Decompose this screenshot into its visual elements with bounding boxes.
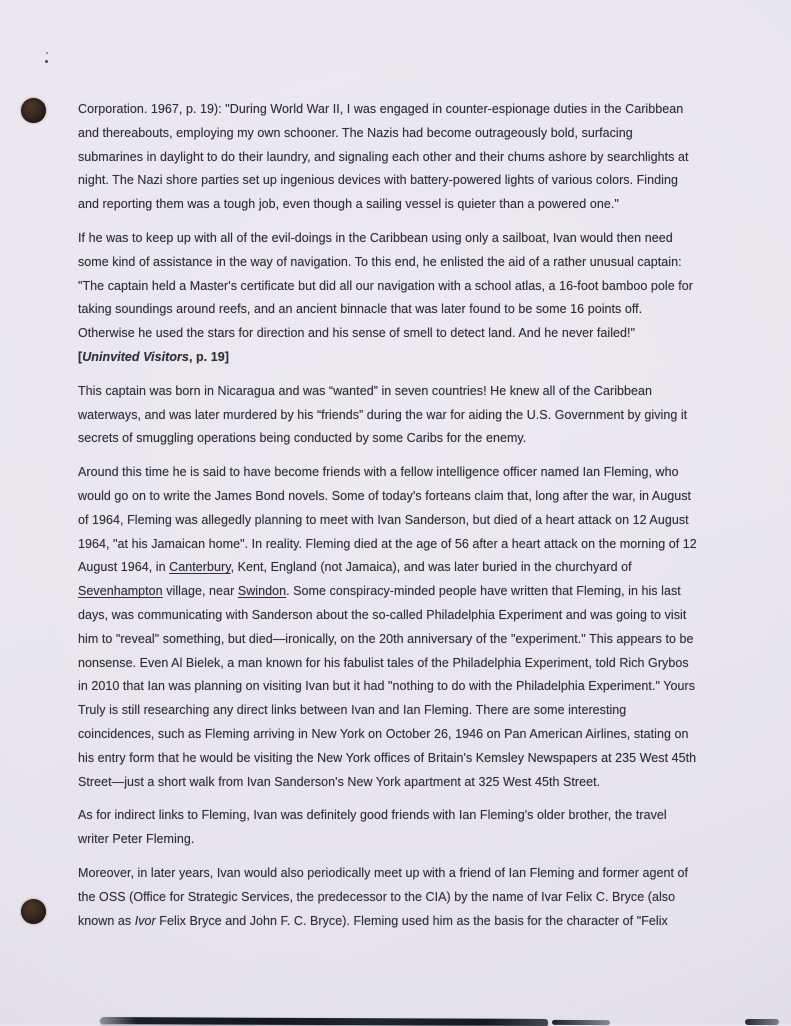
text-run: submarines in daylight to do their laundry, and signaling each other and their chums ashore by searchlights at — [78, 149, 689, 164]
text-run: Felix Bryce and John F. C. Bryce). Fleming used him as the basis for the character of "Felix — [155, 913, 668, 928]
text-line — [78, 275, 738, 299]
paragraph — [78, 98, 738, 217]
text-run: Sevenhampton — [78, 584, 163, 599]
paragraph — [78, 804, 738, 852]
text-run: Moreover, in later years, Ivan would also periodically meet up with a friend of Ian Fleming and former agent of — [78, 865, 689, 880]
text-run: Around this time he is said to have become friends with a fellow intelligence officer named Ian Fleming, who — [78, 465, 679, 480]
text-line — [78, 604, 738, 628]
text-line — [78, 427, 738, 451]
text-line — [78, 380, 738, 404]
text-line — [78, 556, 738, 580]
text-run: known as — [78, 913, 135, 928]
text-line — [78, 675, 738, 699]
text-run: Uninvited Visitors — [82, 349, 189, 364]
text-run: taking soundings around reefs, and an ancient binnacle that was later found to be some 16 points off. — [78, 302, 643, 317]
text-run: . Some conspiracy-minded people have written that Fleming, in his last — [286, 584, 681, 599]
text-line — [78, 886, 738, 910]
text-line — [78, 404, 738, 428]
text-line — [78, 251, 738, 275]
text-run: in 2010 that Ian was planning on visiting Ivan but it had "nothing to do with the Philadelphia Experiment." Yours — [78, 679, 696, 694]
text-line — [78, 322, 738, 346]
desk-edge-mark — [745, 1019, 779, 1025]
text-line — [78, 227, 738, 251]
text-line — [78, 628, 738, 652]
text-run: As for indirect links to Fleming, Ivan was definitely good friends with Ian Fleming's older brother, the travel — [78, 808, 667, 823]
text-run: him to "reveal" something, but died—ironically, on the 20th anniversary of the "experiment." This appears to be — [78, 631, 694, 646]
text-run: Otherwise he used the stars for direction and his sense of smell to detect land. And he never failed!" — [78, 326, 636, 341]
text-run: village, near — [162, 584, 238, 599]
text-line — [78, 346, 738, 370]
text-run: This captain was born in Nicaragua and was “wanted” in seven countries! He knew all of the Caribbean — [78, 383, 653, 398]
paragraph — [78, 461, 738, 794]
text-line — [78, 298, 738, 322]
text-run: nonsense. Even Al Bielek, a man known for his fabulist tales of the Philadelphia Experiment, told Rich Grybos — [78, 655, 689, 670]
text-line — [78, 169, 738, 193]
text-run: and reporting them was a tough job, even though a sailing vessel is quieter than a powered one." — [78, 197, 619, 212]
document-body — [78, 98, 738, 943]
text-run: his entry form that he would be visiting the New York offices of Britain's Kemsley Newspapers at 235 West 45th — [78, 750, 697, 765]
text-run: Street—just a short walk from Ivan Sanderson's New York apartment at 325 West 45th Street. — [78, 774, 601, 789]
paragraph — [78, 862, 738, 933]
text-run: writer Peter Fleming. — [78, 832, 195, 847]
paragraph — [78, 380, 738, 451]
text-line — [78, 910, 738, 934]
text-run: days, was communicating with Sanderson about the so-called Philadelphia Experiment and was going to visit — [78, 607, 687, 622]
text-line — [78, 485, 738, 509]
text-run: [ — [78, 349, 83, 364]
text-line — [78, 193, 738, 217]
text-run: some kind of assistance in the way of navigation. To this end, he enlisted the aid of a rather unusual captain: — [78, 254, 682, 269]
text-run: "The captain held a Master's certificate but did all our navigation with a school atlas, a 16-foot bamboo pole for — [78, 278, 693, 293]
text-line — [78, 461, 738, 485]
text-line — [78, 804, 738, 828]
text-run: , Kent, England (not Jamaica), and was later buried in the churchyard of — [230, 560, 632, 575]
text-run: Ivor — [134, 913, 156, 928]
text-line — [78, 122, 738, 146]
text-run: If he was to keep up with all of the evil-doings in the Caribbean using only a sailboat, Ivan would then need — [78, 230, 673, 245]
ink-speck — [45, 60, 48, 63]
hole-punch-bottom — [21, 899, 46, 924]
text-line — [78, 580, 738, 604]
text-run: the OSS (Office for Strategic Services, the predecessor to the CIA) by the name of Ivar Felix C. Bryce (also — [78, 889, 676, 904]
text-run: Canterbury — [169, 560, 231, 575]
text-line — [78, 747, 738, 771]
text-line — [78, 146, 738, 170]
text-run: Corporation. 1967, p. 19): "During World War II, I was engaged in counter-espionage duties in the Caribbean — [78, 102, 684, 116]
text-run: 1964, "at his Jamaican home". In reality. Fleming died at the age of 56 after a heart attack on the morning of 12 — [78, 536, 697, 551]
text-run: coincidences, such as Fleming arriving in New York on October 26, 1946 on Pan American Airlines, stating on — [78, 726, 689, 741]
text-line — [78, 699, 738, 723]
text-line — [78, 862, 738, 886]
text-run: , p. 19] — [188, 349, 229, 364]
text-run: Truly is still researching any direct links between Ivan and Ian Fleming. There are some interesting — [78, 703, 627, 718]
text-line — [78, 509, 738, 533]
text-run: waterways, and was later murdered by his “friends” during the war for aiding the U.S. Government by giving it — [78, 407, 688, 422]
hole-punch-top — [21, 98, 46, 123]
text-run: secrets of smuggling operations being conducted by some Caribs for the enemy. — [78, 431, 527, 446]
text-line — [78, 723, 738, 747]
ink-speck — [46, 52, 48, 54]
text-line — [78, 771, 738, 795]
text-run: would go on to write the James Bond novels. Some of today's forteans claim that, long after the war, in August — [78, 488, 692, 503]
text-line — [78, 652, 738, 676]
paragraph — [78, 227, 738, 370]
text-run: August 1964, in — [78, 560, 170, 575]
text-line — [78, 533, 738, 557]
text-run: night. The Nazi shore parties set up ingenious devices with battery-powered lights of various colors. Finding — [78, 173, 678, 188]
desk-edge-strip-segment — [552, 1020, 610, 1025]
text-run: of 1964, Fleming was allegedly planning to meet with Ivan Sanderson, but died of a heart attack on 12 August — [78, 512, 689, 527]
desk-edge-strip — [100, 1017, 548, 1026]
text-line — [78, 98, 738, 122]
text-line — [78, 828, 738, 852]
text-run: and thereabouts, employing my own schooner. The Nazis had become outrageously bold, surfacing — [78, 125, 633, 140]
text-run: Swindon — [237, 584, 287, 599]
